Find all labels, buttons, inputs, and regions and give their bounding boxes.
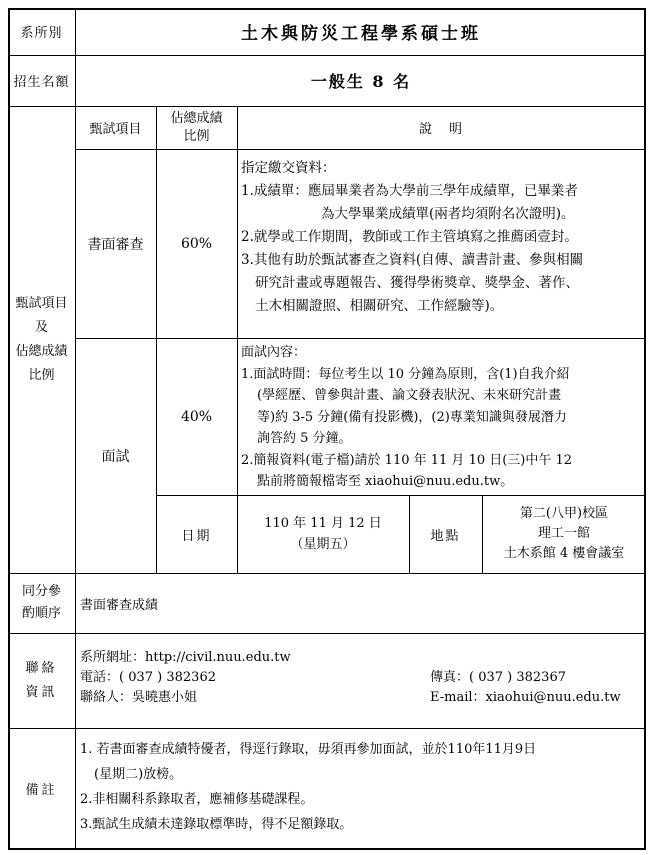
dept-label: 系所別 <box>20 26 63 41</box>
col-header-weight <box>156 106 237 149</box>
rule <box>237 106 238 495</box>
place-value <box>482 495 646 573</box>
interview-desc-line: 詢答約 5 分鐘。 <box>257 431 352 446</box>
tie-label-line: 酌順序 <box>21 606 61 621</box>
review-description <box>241 157 641 318</box>
tie-label-line: 同分參 <box>21 584 61 599</box>
tie-value: 書面審查成績 <box>80 597 159 613</box>
place-value-line: 土木系館 4 樓會議室 <box>503 546 625 561</box>
contact-phone: 電話：( 037 ) 382362 <box>80 670 216 685</box>
dept-name: 土木與防災工程學系碩士班 <box>241 24 481 44</box>
contact-row <box>80 668 625 688</box>
col-header-weight-line: 比例 <box>183 128 210 144</box>
interview-description <box>241 342 643 493</box>
notes-body <box>80 737 640 837</box>
review-weight: 60% <box>180 235 213 252</box>
interview-desc-line: 點前將簡報檔寄至 xiaohui@nuu.edu.tw。 <box>257 474 514 489</box>
quota-label: 招生名額 <box>13 75 70 90</box>
review-desc-line: 研究計畫或專題報告、獲得學術獎章、獎學金、著作、 <box>255 275 579 291</box>
date-value-line: （星期五） <box>290 537 356 552</box>
contact-details <box>80 648 625 708</box>
place-value-line: 第二(八甲)校區 <box>519 506 609 521</box>
interview-desc-line: 1.面試時間：每位考生以 10 分鐘為原則，含(1)自我介紹 <box>241 366 570 382</box>
contact-person: 聯絡人：吳曉惠小姐 <box>80 690 198 705</box>
exam-section-label-line: 比例 <box>28 367 55 383</box>
notes-label: 備註 <box>25 782 58 798</box>
contact-label-line: 聯絡 <box>25 660 58 676</box>
interview-desc-line: 面試內容： <box>241 345 307 360</box>
review-desc-line: 土木相關證照、相關研究、工作經驗等)。 <box>255 298 504 314</box>
interview-desc-line: (學經歷、曾參與計畫、論文發表狀況、未來研究計畫 <box>257 388 562 403</box>
note-line: 1. 若書面審查成績特優者，得逕行錄取，毋須再參加面試，並於110年11月9日 <box>80 742 537 757</box>
interview-desc-line: 等)約 3-5 分鐘(備有投影機)，(2)專業知識與發展潛力 <box>257 409 567 425</box>
col-header-item: 甄試項目 <box>89 122 142 137</box>
border-bottom <box>8 848 646 850</box>
interview-desc-line: 2.簡報資料(電子檔)請於 110 年 11 月 10 日(三)中午 12 <box>241 452 573 468</box>
tie-label <box>8 573 75 633</box>
note-line: 3.甄試生成績未達錄取標準時，得不足額錄取。 <box>80 817 353 832</box>
note-line: (星期二)放榜。 <box>94 767 183 782</box>
place-value-line: 理工一館 <box>537 526 590 541</box>
date-value <box>237 495 409 573</box>
note-line: 2.非相關科系錄取者，應補修基礎課程。 <box>80 792 314 807</box>
exam-section-label-line: 甄試項目 <box>15 295 68 311</box>
date-label: 日期 <box>181 528 212 544</box>
exam-section-label-line: 佔總成績 <box>15 343 68 359</box>
review-desc-line: 指定繳交資料： <box>241 160 336 176</box>
review-desc-line: 1.成績單：應屆畢業者為大學前三學年成績單，已畢業者 <box>241 183 578 199</box>
quota-value: 一般生 8 名 <box>310 72 412 91</box>
interview-item-name: 面試 <box>101 448 130 465</box>
contact-email: E-mail：xiaohui@nuu.edu.tw <box>430 690 621 705</box>
exam-section-label-line: 及 <box>34 319 48 335</box>
review-desc-line: 為大學畢業成績單(兩者均須附名次證明)。 <box>321 206 575 222</box>
contact-label-line: 資訊 <box>25 684 58 700</box>
contact-row <box>80 688 625 708</box>
rule <box>8 633 646 634</box>
contact-fax: 傳真：( 037 ) 382367 <box>430 670 566 685</box>
review-item-name: 書面審查 <box>87 236 144 253</box>
contact-label <box>8 633 75 728</box>
rule <box>8 728 646 729</box>
col-header-desc: 說 明 <box>418 122 464 137</box>
exam-section-label <box>8 106 75 573</box>
review-desc-line: 3.其他有助於甄試審查之資料(自傳、讀書計畫、參與相關 <box>241 252 584 268</box>
admission-table <box>8 8 646 850</box>
interview-weight: 40% <box>180 408 213 425</box>
col-header-weight-line: 佔總成績 <box>170 110 223 126</box>
review-desc-line: 2.就學或工作期間，教師或工作主管填寫之推薦函壹封。 <box>241 229 578 245</box>
date-value-line: 110 年 11 月 12 日 <box>264 516 382 531</box>
contact-website: 系所網址：http://civil.nuu.edu.tw <box>80 650 291 665</box>
place-label: 地點 <box>430 528 461 544</box>
